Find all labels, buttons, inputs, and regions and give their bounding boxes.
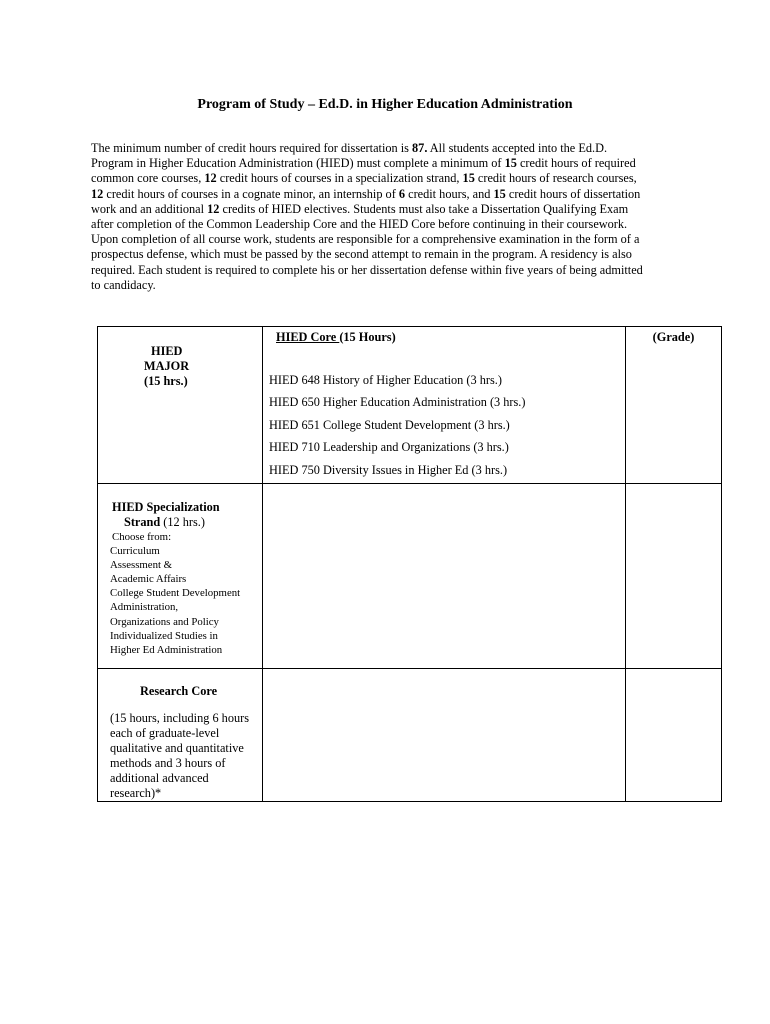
major-line-1: HIED — [151, 344, 183, 358]
research-title: Research Core — [140, 684, 218, 698]
major-line-2: MAJOR — [144, 359, 190, 373]
core-course-list — [263, 369, 625, 481]
page-title: Program of Study – Ed.D. in Higher Education Administration — [197, 97, 573, 112]
list-item: Organizations and Policy — [110, 615, 219, 628]
research-grade-cell — [626, 669, 722, 802]
research-cell — [98, 669, 263, 802]
core-cell — [263, 327, 626, 484]
grade-cell — [626, 327, 722, 484]
intro-line: common core courses, 12 credit hours of courses in a specialization strand, 15 credit hours of research courses, — [91, 171, 637, 186]
specialization-options — [110, 544, 262, 657]
intro-line: The minimum number of credit hours required for dissertation is 87. All students accepted into the Ed.D. — [91, 141, 608, 155]
table-row — [98, 484, 722, 669]
list-item: HIED 710 Leadership and Organizations (3 hrs.) — [269, 440, 509, 455]
list-item: Individualized Studies in — [110, 629, 218, 642]
research-description: (15 hours, including 6 hours each of graduate-level qualitative and quantitative methods and 3 hours of additional advanced research)* — [110, 711, 250, 800]
intro-line: after completion of the Common Leadership Core and the HIED Core before continuing in their coursework. — [91, 217, 628, 232]
list-item: HIED 750 Diversity Issues in Higher Ed (3 hrs.) — [269, 462, 508, 477]
research-courses-cell — [263, 669, 626, 802]
intro-line: required. Each student is required to complete his or her dissertation defense within five years of being admitted — [91, 262, 643, 277]
intro-line: 12 credit hours of courses in a cognate minor, an internship of 6 credit hours, and 15 credit hours of dissertation — [91, 186, 641, 201]
intro-line: work and an additional 12 credits of HIED electives. Students must also take a Dissertation Qualifying Exam — [91, 201, 629, 216]
list-item: HIED 650 Higher Education Administration (3 hrs.) — [269, 395, 526, 410]
list-item: Higher Ed Administration — [110, 643, 223, 656]
core-heading-underlined: HIED Core — [276, 330, 340, 344]
list-item: HIED 648 History of Higher Education (3 hrs.) — [269, 373, 502, 387]
intro-line: Upon completion of all course work, students are responsible for a comprehensive examination in the form of a — [91, 232, 640, 247]
major-cell — [98, 327, 263, 484]
major-line-3: (15 hrs.) — [144, 374, 188, 388]
intro-line: to candidacy. — [91, 277, 156, 292]
list-item: HIED 651 College Student Development (3 hrs.) — [269, 417, 510, 432]
intro-line: prospectus defense, which must be passed by the second attempt to remain in the program. A residency is also — [91, 247, 632, 262]
list-item: Academic Affairs — [110, 573, 187, 586]
list-item: College Student Development — [110, 587, 241, 600]
specialization-strand: Strand (12 hrs.) — [124, 515, 205, 529]
list-item: Curriculum — [110, 545, 160, 558]
specialization-title: HIED Specialization — [112, 500, 220, 514]
grade-header: (Grade) — [652, 330, 695, 344]
intro-text — [91, 141, 671, 293]
specialization-cell — [98, 484, 263, 669]
choose-label: Choose from: — [112, 531, 172, 543]
specialization-courses-cell — [263, 484, 626, 669]
core-heading-hours: (15 Hours) — [339, 330, 396, 344]
program-table — [97, 326, 722, 802]
intro-paragraph — [91, 141, 671, 293]
table-row — [98, 669, 722, 802]
intro-line: Program in Higher Education Administration (HIED) must complete a minimum of 15 credit hours of required — [91, 156, 636, 171]
core-heading — [263, 327, 625, 345]
table-row — [98, 327, 722, 484]
list-item: Administration, — [110, 601, 179, 614]
list-item: Assessment & — [110, 559, 173, 572]
specialization-grade-cell — [626, 484, 722, 669]
